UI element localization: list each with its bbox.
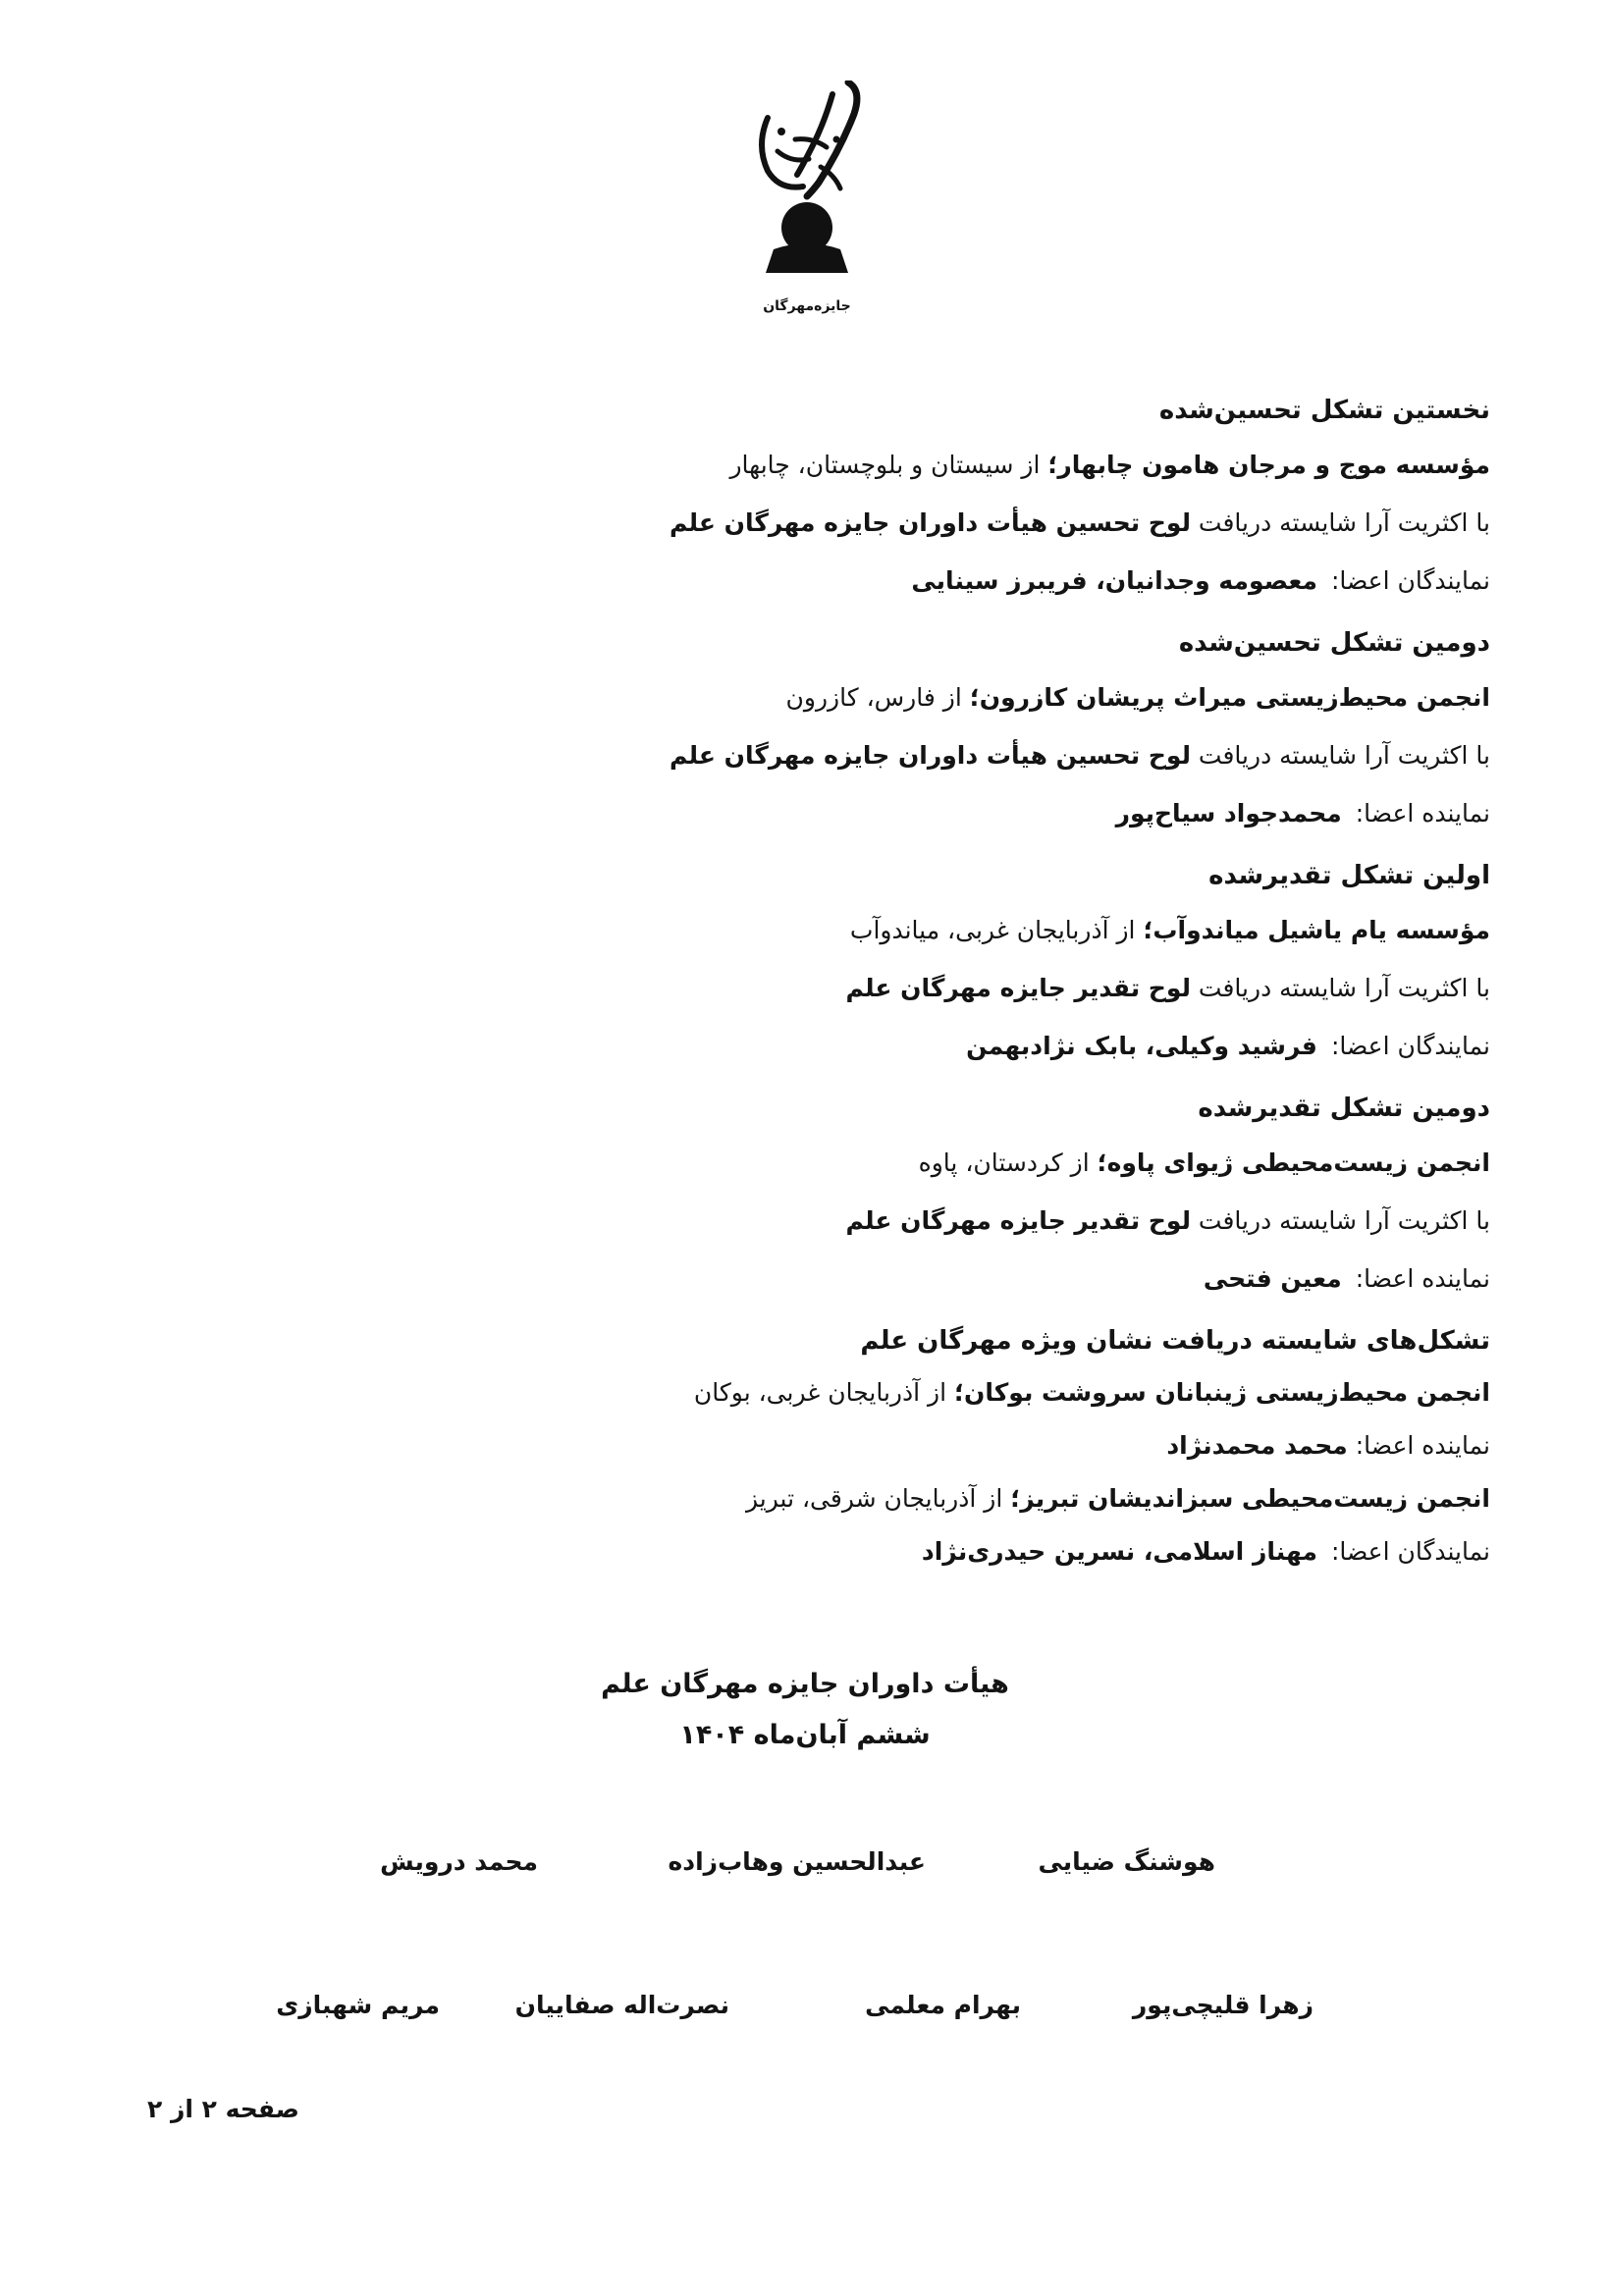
reps-names: مهناز اسلامی، نسرین حیدری‌نژاد <box>921 1537 1317 1566</box>
jury-members-row-2 <box>0 1991 1608 2030</box>
org-origin: از کردستان، پاوه <box>918 1148 1090 1177</box>
document-date: ششم آبان‌ماه ۱۴۰۴ <box>679 1720 931 1750</box>
award-prefix: با اکثریت آرا شایسته دریافت <box>1198 974 1490 1002</box>
reps-label: نمایندگان اعضا: <box>1330 1537 1490 1566</box>
section-title: نخستین تشکل تحسین‌شده <box>1158 396 1490 425</box>
award-name: لوح تقدیر جایزه مهرگان علم <box>845 1206 1191 1235</box>
org-name: مؤسسه یام یاشیل میاندوآب؛ <box>1143 916 1490 944</box>
award-section-2 <box>410 617 1490 842</box>
reps-label: نمایندگان اعضا: <box>1330 1032 1490 1060</box>
award-prefix: با اکثریت آرا شایسته دریافت <box>1198 741 1490 770</box>
reps-label: نماینده اعضا: <box>1355 1264 1490 1293</box>
award-name: لوح تحسین هیأت داوران جایزه مهرگان علم <box>670 741 1191 770</box>
org-line <box>410 1134 1490 1192</box>
jury-member: زهرا قلیچی‌پور <box>1132 1991 1313 2019</box>
org-name: انجمن محیط‌زیستی ژینبانان سروشت بوکان؛ <box>954 1378 1490 1407</box>
mehregan-award-logo <box>738 80 876 336</box>
org-origin: از سیستان و بلوچستان، چابهار <box>729 451 1041 479</box>
award-section-3 <box>410 850 1490 1075</box>
org-origin: از آذربایجان غربی، بوکان <box>693 1378 947 1407</box>
org-name: مؤسسه موج و مرجان هامون چابهار؛ <box>1047 451 1490 479</box>
logo-caption: جایزه‌مهرگان <box>763 298 851 314</box>
reps-names: محمد محمدنژاد <box>1166 1431 1348 1460</box>
org-line <box>410 668 1490 726</box>
reps-names: محمدجواد سیاح‌پور <box>1115 799 1342 828</box>
jury-signature: هیأت داوران جایزه مهرگان علم <box>601 1669 1009 1699</box>
reps-label: نماینده اعضا: <box>1355 799 1490 828</box>
special-badge-section <box>410 1315 1490 1578</box>
jury-member: بهرام معلمی <box>865 1991 1021 2019</box>
section-title: دومین تشکل تقدیرشده <box>1198 1094 1490 1123</box>
reps-line <box>410 552 1490 610</box>
award-prefix: با اکثریت آرا شایسته دریافت <box>1198 508 1490 537</box>
award-line <box>410 494 1490 552</box>
reps-line <box>410 1525 1490 1578</box>
org-line <box>410 436 1490 494</box>
jury-member: عبدالحسین وهاب‌زاده <box>668 1847 926 1876</box>
org-line <box>410 1472 1490 1525</box>
award-line <box>410 959 1490 1017</box>
org-origin: از فارس، کازرون <box>785 683 962 712</box>
section-title: تشکل‌های شایسته دریافت نشان ویژه مهرگان علم <box>860 1326 1490 1356</box>
award-name: لوح تقدیر جایزه مهرگان علم <box>845 974 1191 1002</box>
reps-names: فرشید وکیلی، بابک نژادبهمن <box>966 1032 1317 1060</box>
jury-member: نصرت‌اله صفاییان <box>514 1991 729 2019</box>
reps-line <box>410 1419 1490 1472</box>
award-announcement-body <box>410 385 1490 1578</box>
jury-members-row-1 <box>0 1847 1608 1887</box>
award-line <box>410 1192 1490 1250</box>
org-origin: از آذربایجان غربی، میاندوآب <box>849 916 1136 944</box>
jury-member: مریم شهبازی <box>276 1991 440 2019</box>
page-number: صفحه ۲ از ۲ <box>147 2095 299 2123</box>
section-title: اولین تشکل تقدیرشده <box>1208 861 1490 890</box>
reps-line <box>410 1250 1490 1308</box>
org-origin: از آذربایجان شرقی، تبریز <box>745 1484 1003 1513</box>
reps-label: نمایندگان اعضا: <box>1330 566 1490 595</box>
award-section-4 <box>410 1083 1490 1308</box>
award-section-1 <box>410 385 1490 610</box>
reps-line <box>410 784 1490 842</box>
org-name: انجمن زیست‌محیطی سبزاندیشان تبریز؛ <box>1010 1484 1490 1513</box>
org-name: انجمن محیط‌زیستی میراث پریشان کازرون؛ <box>969 683 1490 712</box>
org-line <box>410 901 1490 959</box>
org-line <box>410 1366 1490 1419</box>
reps-names: معین فتحی <box>1203 1264 1342 1293</box>
reps-line <box>410 1017 1490 1075</box>
reps-names: معصومه وجدانیان، فریبرز سینایی <box>911 566 1317 595</box>
award-line <box>410 726 1490 784</box>
org-name: انجمن زیست‌محیطی ژیوای پاوه؛ <box>1097 1148 1490 1177</box>
award-name: لوح تحسین هیأت داوران جایزه مهرگان علم <box>670 508 1191 537</box>
reps-label: نماینده اعضا: <box>1355 1431 1490 1460</box>
jury-member: محمد درویش <box>380 1847 538 1876</box>
section-title: دومین تشکل تحسین‌شده <box>1178 628 1490 658</box>
closing-signature <box>550 1659 1060 1761</box>
award-prefix: با اکثریت آرا شایسته دریافت <box>1198 1206 1490 1235</box>
jury-member: هوشنگ ضیایی <box>1038 1847 1215 1876</box>
trophy-logo-icon <box>738 80 876 292</box>
